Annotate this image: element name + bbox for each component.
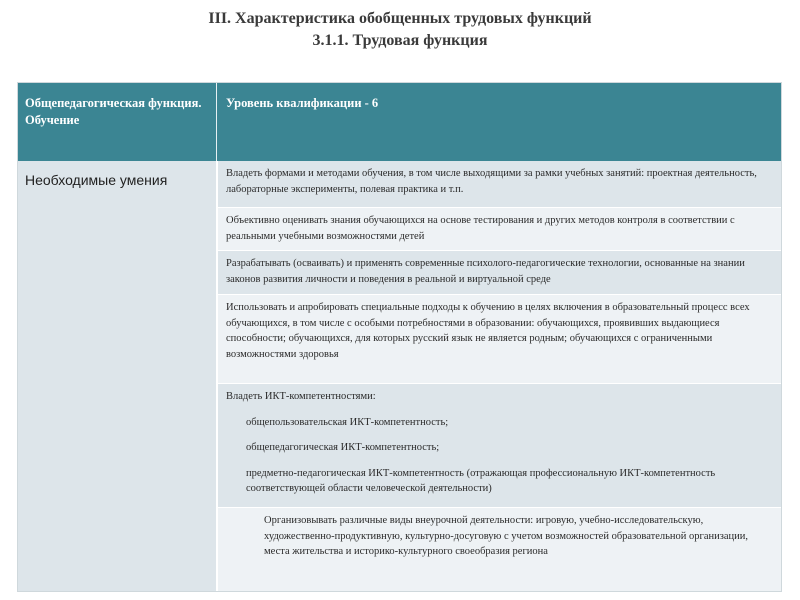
list-item: общепользовательская ИКТ-компетентность; xyxy=(246,416,449,428)
side-label-skills: Необходимые умения xyxy=(18,161,217,591)
table-row: Использовать и апробировать специальные подходы к обучению в целях включения в образовательный процесс всех обучающихся, в том числе с особыми потребностями в образовании: обучающихся, проявивших выдающиеся способности; обучающихся, для которых русский язык не является родным; обучающихся с ограниченными возможностями здоровья xyxy=(218,295,781,384)
table-row xyxy=(218,384,781,508)
page-title xyxy=(0,8,800,52)
table-row: Организовывать различные виды внеурочной деятельности: игровую, учебно-исследовательскую, художественно-продуктивную, культурно-досуговую с учетом возможностей образовательной организации, места жительства и историко-культурного своеобразия региона xyxy=(218,508,781,591)
header-function: Общепедагогическая функция. Обучение xyxy=(18,83,217,161)
ict-intro: Владеть ИКТ-компетентностями: xyxy=(226,391,376,402)
header-qualification-level: Уровень квалификации - 6 xyxy=(226,96,379,110)
competency-table xyxy=(17,82,782,592)
table-header xyxy=(18,83,781,161)
table-row: Разрабатывать (осваивать) и применять современные психолого-педагогические технологии, основанные на знании законов развития личности и поведения в реальной и виртуальной среде xyxy=(218,251,781,295)
title-line-2: 3.1.1. Трудовая функция xyxy=(312,32,488,49)
title-line-1: III. Характеристика обобщенных трудовых функций xyxy=(208,10,592,27)
list-item: предметно-педагогическая ИКТ-компетентность (отражающая профессиональную ИКТ-компетентность соответствующей области человеческой деятельности) xyxy=(246,467,716,494)
list-item: общепедагогическая ИКТ-компетентность; xyxy=(246,442,440,453)
table-row: Владеть формами и методами обучения, в том числе выходящими за рамки учебных занятий: проектная деятельность, лабораторные эксперименты, полевая практика и т.п. xyxy=(218,161,781,208)
table-row: Объективно оценивать знания обучающихся на основе тестирования и других методов контроля в соответствии с реальными учебными возможностями детей xyxy=(218,208,781,251)
